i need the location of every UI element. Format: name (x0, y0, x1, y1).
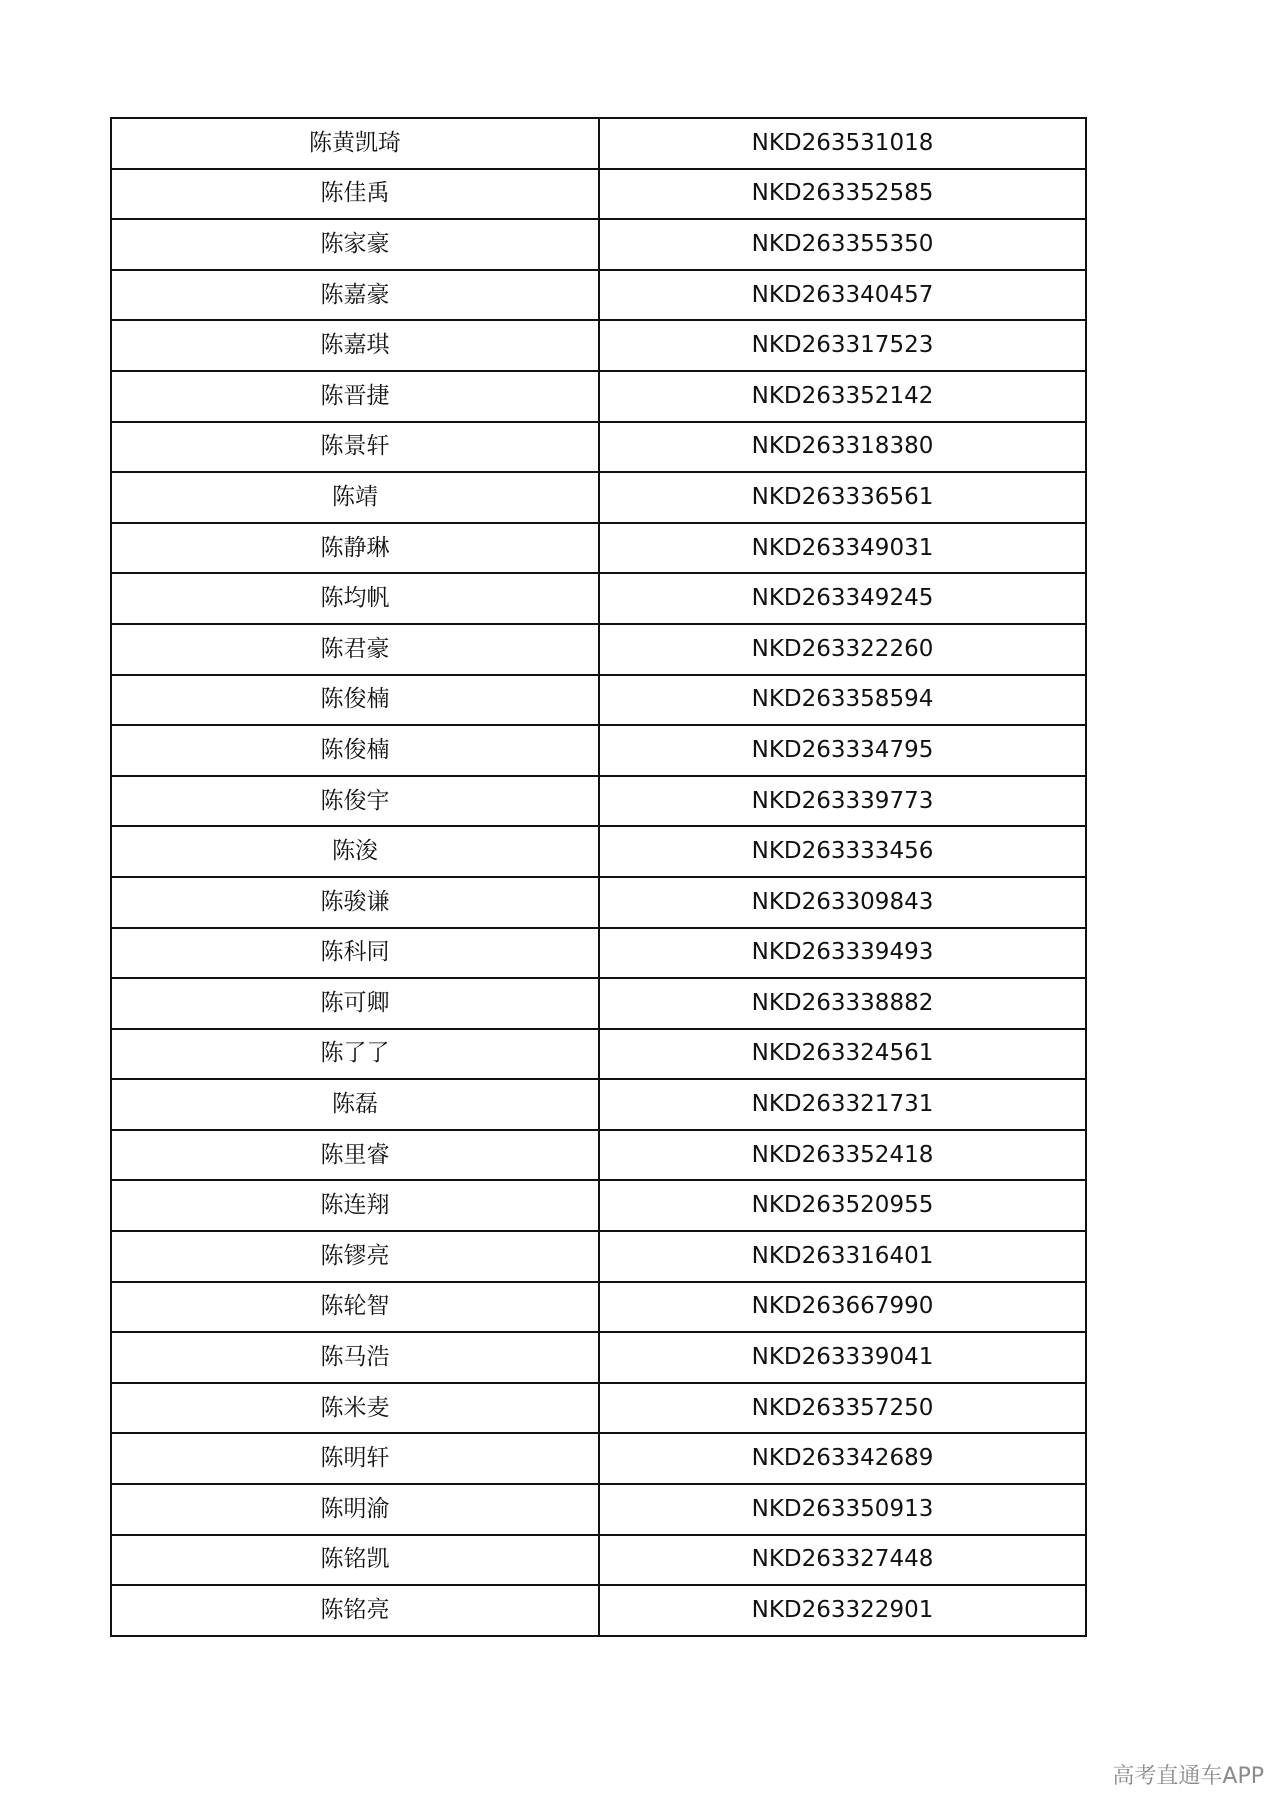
id-cell: NKD263309843 (599, 877, 1086, 928)
table-row (111, 1535, 1086, 1586)
id-cell: NKD263342689 (599, 1433, 1086, 1484)
id-cell: NKD263321731 (599, 1079, 1086, 1130)
id-cell: NKD263339773 (599, 776, 1086, 827)
id-cell: NKD263339041 (599, 1332, 1086, 1383)
id-cell: NKD263349245 (599, 573, 1086, 624)
table-row (111, 320, 1086, 371)
table-row (111, 573, 1086, 624)
table-row (111, 1079, 1086, 1130)
table-row (111, 1130, 1086, 1181)
name-cell: 陈磊 (111, 1079, 599, 1130)
table-row (111, 169, 1086, 220)
roster-table-body (111, 118, 1086, 1636)
table-row (111, 472, 1086, 523)
id-cell: NKD263667990 (599, 1282, 1086, 1333)
table-row (111, 725, 1086, 776)
table-row (111, 776, 1086, 827)
id-cell: NKD263520955 (599, 1180, 1086, 1231)
table-row (111, 1282, 1086, 1333)
id-cell: NKD263322260 (599, 624, 1086, 675)
table-row (111, 219, 1086, 270)
name-cell: 陈明轩 (111, 1433, 599, 1484)
name-cell: 陈静琳 (111, 523, 599, 574)
id-cell: NKD263352142 (599, 371, 1086, 422)
table-row (111, 675, 1086, 726)
table-row (111, 1484, 1086, 1535)
name-cell: 陈俊楠 (111, 675, 599, 726)
name-cell: 陈晋捷 (111, 371, 599, 422)
table-row (111, 270, 1086, 321)
id-cell: NKD263333456 (599, 826, 1086, 877)
app-watermark: 高考直通车APP (1112, 1764, 1264, 1789)
id-cell: NKD263318380 (599, 422, 1086, 473)
table-row (111, 422, 1086, 473)
table-row (111, 826, 1086, 877)
name-cell: 陈浚 (111, 826, 599, 877)
name-cell: 陈嘉豪 (111, 270, 599, 321)
table-row (111, 978, 1086, 1029)
table-row (111, 877, 1086, 928)
table-row (111, 1383, 1086, 1434)
id-cell: NKD263336561 (599, 472, 1086, 523)
name-cell: 陈靖 (111, 472, 599, 523)
name-cell: 陈俊楠 (111, 725, 599, 776)
name-cell: 陈景轩 (111, 422, 599, 473)
table-row (111, 1029, 1086, 1080)
name-cell: 陈连翔 (111, 1180, 599, 1231)
name-cell: 陈轮智 (111, 1282, 599, 1333)
name-cell: 陈嘉琪 (111, 320, 599, 371)
id-cell: NKD263531018 (599, 118, 1086, 169)
id-cell: NKD263334795 (599, 725, 1086, 776)
id-cell: NKD263317523 (599, 320, 1086, 371)
table-row (111, 928, 1086, 979)
name-cell: 陈君豪 (111, 624, 599, 675)
id-cell: NKD263340457 (599, 270, 1086, 321)
name-cell: 陈骏谦 (111, 877, 599, 928)
name-cell: 陈明渝 (111, 1484, 599, 1535)
id-cell: NKD263324561 (599, 1029, 1086, 1080)
name-cell: 陈科同 (111, 928, 599, 979)
name-cell: 陈黄凯琦 (111, 118, 599, 169)
name-cell: 陈米麦 (111, 1383, 599, 1434)
id-cell: NKD263350913 (599, 1484, 1086, 1535)
id-cell: NKD263352418 (599, 1130, 1086, 1181)
id-cell: NKD263358594 (599, 675, 1086, 726)
name-cell: 陈马浩 (111, 1332, 599, 1383)
table-row (111, 1180, 1086, 1231)
table-row (111, 523, 1086, 574)
table-row (111, 1231, 1086, 1282)
table-row (111, 371, 1086, 422)
id-cell: NKD263355350 (599, 219, 1086, 270)
table-row (111, 118, 1086, 169)
name-cell: 陈铭凯 (111, 1535, 599, 1586)
roster-table (110, 117, 1087, 1637)
id-cell: NKD263339493 (599, 928, 1086, 979)
name-cell: 陈家豪 (111, 219, 599, 270)
name-cell: 陈里睿 (111, 1130, 599, 1181)
id-cell: NKD263352585 (599, 169, 1086, 220)
name-cell: 陈可卿 (111, 978, 599, 1029)
id-cell: NKD263338882 (599, 978, 1086, 1029)
name-cell: 陈镠亮 (111, 1231, 599, 1282)
id-cell: NKD263349031 (599, 523, 1086, 574)
name-cell: 陈铭亮 (111, 1585, 599, 1636)
id-cell: NKD263322901 (599, 1585, 1086, 1636)
name-cell: 陈均帆 (111, 573, 599, 624)
id-cell: NKD263327448 (599, 1535, 1086, 1586)
name-cell: 陈佳禹 (111, 169, 599, 220)
table-row (111, 1332, 1086, 1383)
table-row (111, 624, 1086, 675)
table-row (111, 1433, 1086, 1484)
id-cell: NKD263316401 (599, 1231, 1086, 1282)
name-cell: 陈了了 (111, 1029, 599, 1080)
table-row (111, 1585, 1086, 1636)
id-cell: NKD263357250 (599, 1383, 1086, 1434)
name-cell: 陈俊宇 (111, 776, 599, 827)
